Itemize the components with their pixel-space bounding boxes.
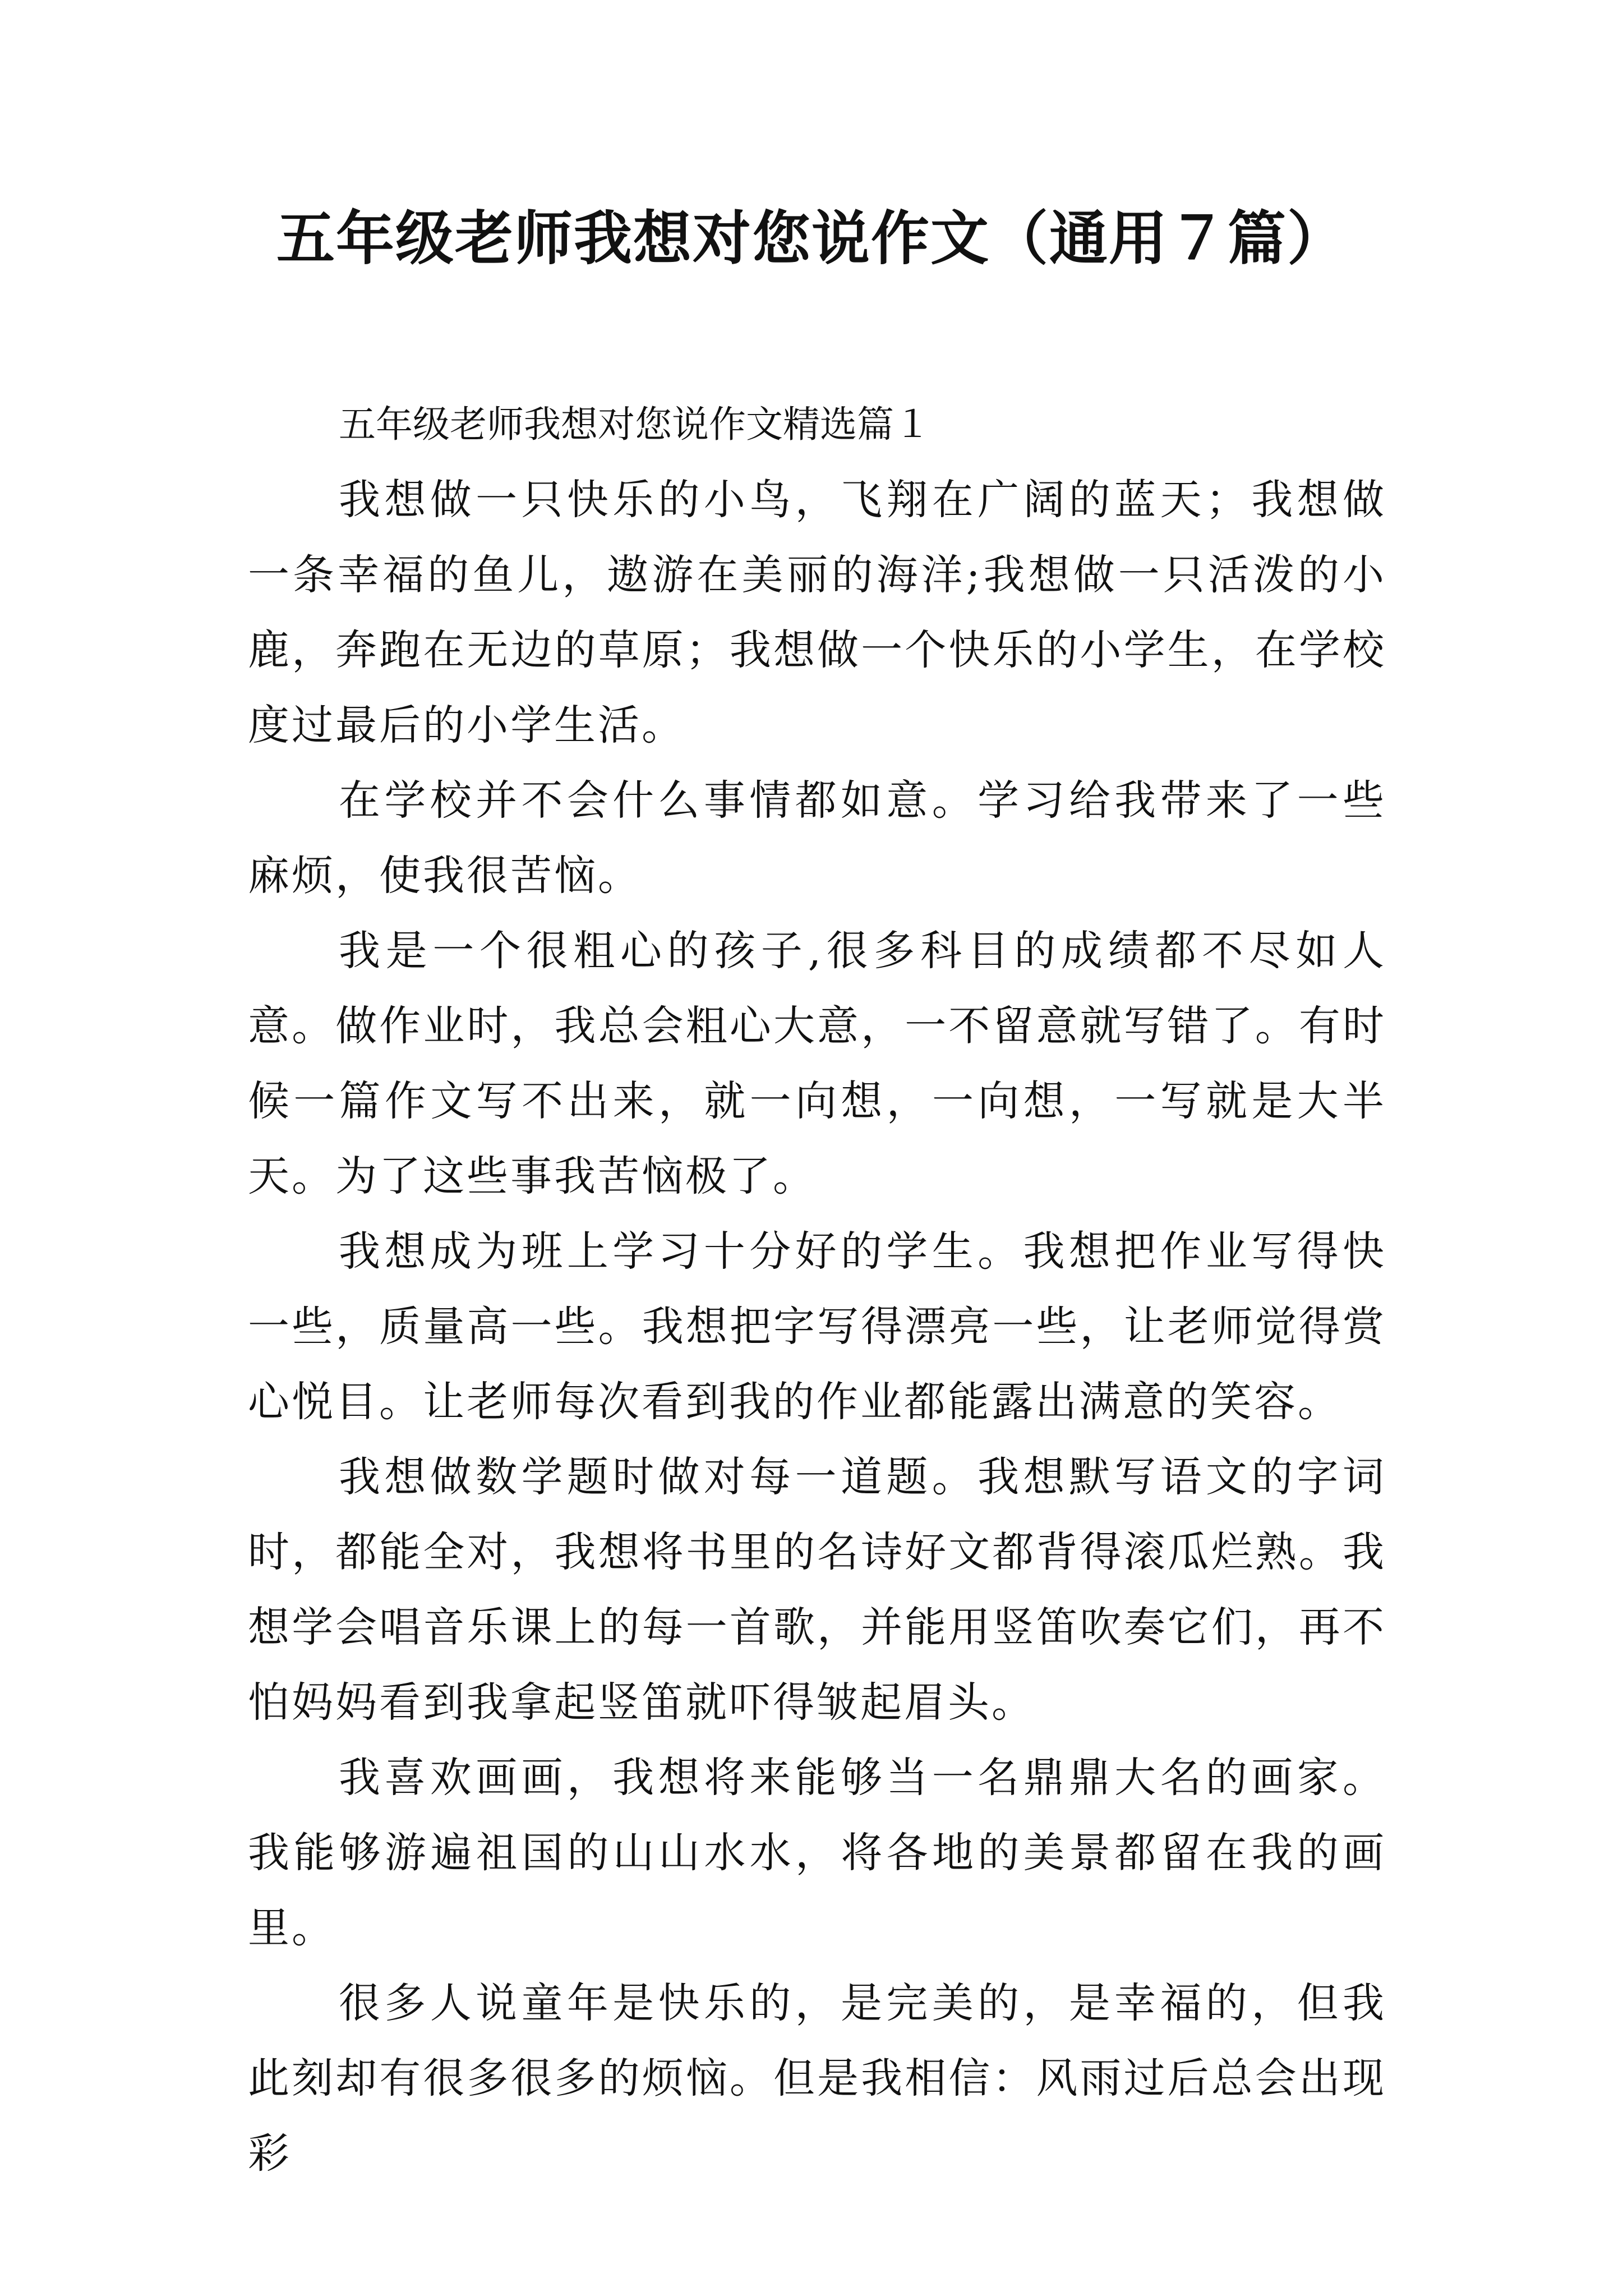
section-heading: 五年级老师我想对您说作文精选篇１ xyxy=(339,403,931,446)
document-title: 五年级老师我想对您说作文（通用７篇） xyxy=(276,204,1347,273)
document-body xyxy=(248,387,1386,2191)
paragraph: 我是一个很粗心的孩子,很多科目的成绩都不尽如人意。做作业时，我总会粗心大意，一不留意就写错了。有时候一篇作文写不出来，就一向想，一向想，一写就是大半天。为了这些事我苦恼极了。 xyxy=(248,927,1386,1200)
paragraph: 我喜欢画画，我想将来能够当一名鼎鼎大名的画家。我能够游遍祖国的山山水水，将各地的美景都留在我的画里。 xyxy=(248,1754,1386,1952)
paragraph: 很多人说童年是快乐的，是完美的，是幸福的，但我此刻却有很多很多的烦恼。但是我相信：风雨过后总会出现彩 xyxy=(248,1979,1386,2178)
paragraph: 我想成为班上学习十分好的学生。我想把作业写得快一些，质量高一些。我想把字写得漂亮一些，让老师觉得赏心悦目。让老师每次看到我的作业都能露出满意的笑容。 xyxy=(248,1227,1386,1426)
paragraph: 我想做数学题时做对每一道题。我想默写语文的字词时，都能全对，我想将书里的名诗好文都背得滚瓜烂熟。我想学会唱音乐课上的每一首歌，并能用竖笛吹奏它们，再不怕妈妈看到我拿起竖笛就吓得皱起眉头。 xyxy=(248,1453,1386,1727)
paragraph: 我想做一只快乐的小鸟，飞翔在广阔的蓝天；我想做一条幸福的鱼儿，遨游在美丽的海洋;我想做一只活泼的小鹿，奔跑在无边的草原；我想做一个快乐的小学生，在学校度过最后的小学生活。 xyxy=(248,476,1386,749)
paragraph: 在学校并不会什么事情都如意。学习给我带来了一些麻烦，使我很苦恼。 xyxy=(248,776,1386,900)
